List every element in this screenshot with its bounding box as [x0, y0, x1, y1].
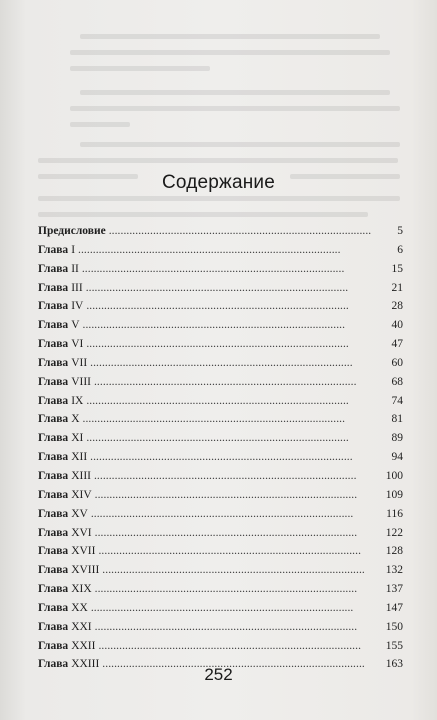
toc-entry-label: Глава	[38, 451, 69, 464]
dot-leader	[86, 335, 389, 354]
dot-leader	[86, 297, 389, 316]
toc-entry	[38, 580, 403, 599]
toc-entry-label: Глава	[38, 545, 69, 558]
toc-entry-label: Глава	[38, 375, 69, 388]
toc-entry	[38, 373, 403, 392]
toc-entry-chapter-number: X	[71, 413, 80, 426]
page-title: Содержание	[161, 172, 276, 193]
toc-entry-title	[38, 260, 79, 279]
dot-leader	[102, 561, 383, 580]
toc-entry-page: 109	[385, 488, 403, 501]
toc-entry-title	[38, 373, 91, 392]
toc-entry-label: Глава	[38, 262, 69, 275]
toc-entry-label: Глава	[38, 601, 69, 614]
toc-entry-title	[38, 279, 83, 298]
toc-entry	[38, 316, 403, 335]
dot-leader	[86, 392, 389, 411]
toc-entry-title	[38, 561, 99, 580]
toc-entry	[38, 279, 403, 298]
toc-entry-title	[38, 524, 92, 543]
dot-leader	[83, 316, 390, 335]
dot-leader	[95, 524, 384, 543]
dot-leader	[91, 599, 384, 618]
toc-entry-title	[38, 222, 106, 241]
toc-entry-page: 150	[385, 620, 403, 633]
toc-entry	[38, 637, 403, 656]
toc-entry	[38, 618, 403, 637]
toc-entry-title	[38, 467, 91, 486]
toc-entry-title	[38, 486, 92, 505]
toc-entry	[38, 297, 403, 316]
dot-leader	[95, 580, 384, 599]
toc-entry-title	[38, 505, 88, 524]
toc-entry-chapter-number: IV	[71, 300, 84, 313]
toc-entry	[38, 599, 403, 618]
toc-entry-chapter-number: XIV	[71, 488, 92, 501]
dot-leader	[78, 241, 395, 260]
toc-entry-page: 163	[385, 658, 403, 671]
dot-leader	[90, 354, 389, 373]
toc-entry-chapter-number: XVII	[71, 545, 96, 558]
dot-leader	[83, 410, 390, 429]
toc-entry-chapter-number: XX	[71, 601, 88, 614]
toc-entry-chapter-number: XI	[71, 432, 84, 445]
toc-entry-label: Глава	[38, 413, 69, 426]
dot-leader	[94, 373, 390, 392]
toc-entry-page: 28	[391, 300, 403, 313]
toc-entry	[38, 542, 403, 561]
toc-entry-title	[38, 448, 87, 467]
toc-entry	[38, 241, 403, 260]
toc-entry-title	[38, 542, 95, 561]
toc-entry-page: 128	[385, 545, 403, 558]
toc-entry-label: Глава	[38, 394, 69, 407]
toc-entry-title	[38, 618, 92, 637]
toc-entry	[38, 505, 403, 524]
toc-entry-page: 147	[385, 601, 403, 614]
dot-leader	[86, 429, 389, 448]
toc-entry-label: Глава	[38, 356, 69, 369]
toc-entry-chapter-number: XVI	[71, 526, 92, 539]
toc-entry	[38, 448, 403, 467]
toc-entry-label: Глава	[38, 319, 69, 332]
toc-entry-page: 47	[391, 338, 403, 351]
toc-entry-chapter-number: V	[71, 319, 80, 332]
toc-entry-label: Глава	[38, 300, 69, 313]
dot-leader	[91, 505, 384, 524]
toc-entry-page: 6	[397, 243, 403, 256]
dot-leader	[82, 260, 390, 279]
toc-entry-chapter-number: XXII	[71, 639, 96, 652]
toc-entry-page: 68	[391, 375, 403, 388]
toc-entry-title	[38, 316, 80, 335]
toc-entry-page: 116	[386, 507, 403, 520]
dot-leader	[98, 542, 383, 561]
toc-entry-label: Глава	[38, 469, 69, 482]
toc-entry-label: Предисловие	[38, 225, 106, 237]
toc-entry-page: 21	[391, 281, 403, 294]
toc-entry-chapter-number: II	[71, 262, 79, 275]
toc-entry-label: Глава	[38, 488, 69, 501]
toc-entry-label: Глава	[38, 432, 69, 445]
toc-entry-label: Глава	[38, 620, 69, 633]
dot-leader	[109, 222, 396, 241]
toc-entry-label: Глава	[38, 338, 69, 351]
toc-entry-page: 132	[385, 564, 403, 577]
toc-entry-page: 89	[391, 432, 403, 445]
dot-leader	[86, 279, 390, 298]
toc-entry	[38, 222, 403, 241]
toc-entry-page: 40	[391, 319, 403, 332]
toc-entry-chapter-number: XVIII	[71, 564, 100, 577]
toc-entry	[38, 410, 403, 429]
toc-entry-page: 94	[391, 451, 403, 464]
toc-entry-page: 5	[397, 225, 403, 237]
toc-entry-chapter-number: XXIII	[71, 658, 100, 671]
toc-entry-page: 155	[385, 639, 403, 652]
toc-entry	[38, 561, 403, 580]
toc-entry-page: 137	[385, 583, 403, 596]
dot-leader	[94, 467, 384, 486]
toc-entry-title	[38, 580, 92, 599]
toc-entry-label: Глава	[38, 526, 69, 539]
dot-leader	[95, 618, 384, 637]
toc-entry-chapter-number: VII	[71, 356, 88, 369]
toc-entry	[38, 260, 403, 279]
toc-entry-chapter-number: XIII	[71, 469, 91, 482]
toc-entry-chapter-number: I	[71, 243, 76, 256]
toc-entry-title	[38, 297, 83, 316]
toc-entry-chapter-number: III	[71, 281, 83, 294]
toc-entry-page: 15	[391, 262, 403, 275]
toc-entry-label: Глава	[38, 658, 69, 671]
toc-entry-chapter-number: VI	[71, 338, 84, 351]
toc-entry-title	[38, 429, 83, 448]
toc-entry-page: 60	[391, 356, 403, 369]
toc-entry-chapter-number: XIX	[71, 583, 92, 596]
toc-entry-chapter-number: IX	[71, 394, 84, 407]
toc-entry-chapter-number: XII	[71, 451, 88, 464]
toc-entry	[38, 354, 403, 373]
toc-entry-chapter-number: XXI	[71, 620, 92, 633]
dot-leader	[98, 637, 383, 656]
dot-leader	[90, 448, 389, 467]
table-of-contents	[38, 222, 403, 674]
toc-entry	[38, 429, 403, 448]
toc-entry-chapter-number: VIII	[71, 375, 91, 388]
toc-entry-label: Глава	[38, 281, 69, 294]
toc-entry-title	[38, 410, 80, 429]
toc-entry-chapter-number: XV	[71, 507, 88, 520]
toc-entry	[38, 486, 403, 505]
toc-entry-page: 122	[385, 526, 403, 539]
toc-entry-title	[38, 241, 75, 260]
toc-entry	[38, 524, 403, 543]
toc-entry	[38, 392, 403, 411]
toc-entry-page: 74	[391, 394, 403, 407]
toc-entry-label: Глава	[38, 639, 69, 652]
toc-entry-title	[38, 354, 87, 373]
toc-entry-title	[38, 599, 88, 618]
toc-entry-title	[38, 637, 95, 656]
toc-entry-title	[38, 335, 83, 354]
toc-entry-label: Глава	[38, 564, 69, 577]
toc-entry-page: 100	[385, 469, 403, 482]
toc-entry-label: Глава	[38, 243, 69, 256]
toc-entry-page: 81	[391, 413, 403, 426]
toc-entry-label: Глава	[38, 507, 69, 520]
toc-entry	[38, 335, 403, 354]
page-number: 252	[204, 665, 233, 684]
toc-entry	[38, 467, 403, 486]
dot-leader	[95, 486, 384, 505]
toc-entry-title	[38, 392, 83, 411]
toc-entry-label: Глава	[38, 583, 69, 596]
